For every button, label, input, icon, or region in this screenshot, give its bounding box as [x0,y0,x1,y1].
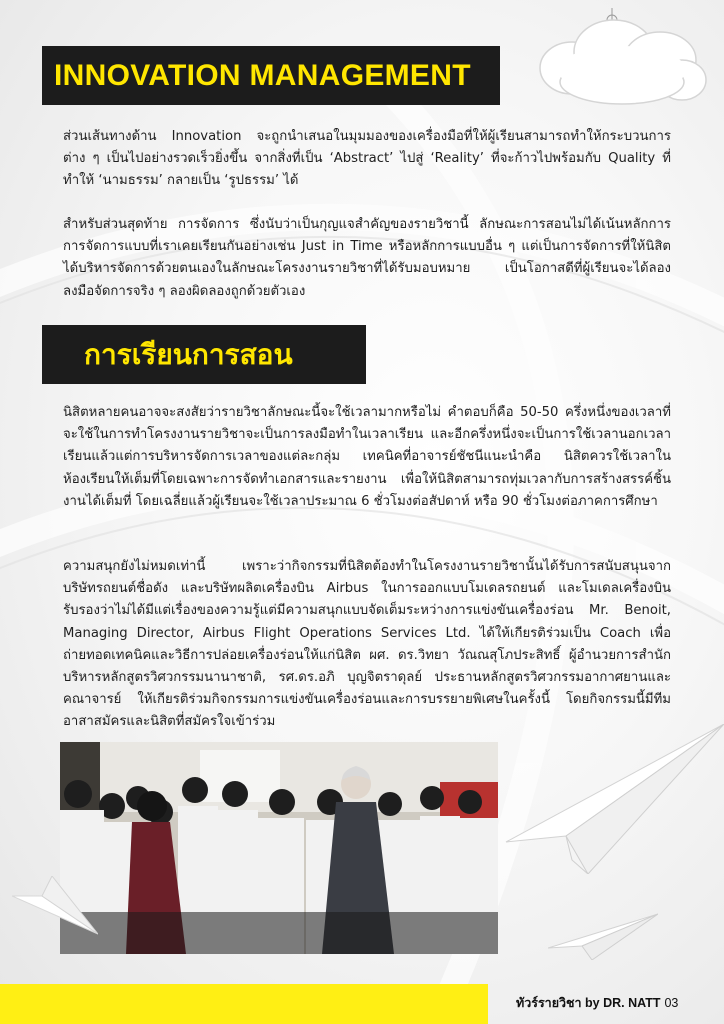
activities-paragraph: ความสนุกยังไม่หมดเท่านี้ เพราะว่ากิจกรรมที่นิสิตต้องทำในโครงงานรายวิชานั้นได้รับการสนับสนุนจากบริษัทรถยนต์ชื่อดัง และบริษัทผลิตเครื่องบิน Airbus ในการออกแบบโมเดลรถยนต์ และโมเดลเครื่องบินรับรองว่าไม่ได้มีแต่เรื่องของความรู้แต่มีความสนุกแบบจัดเต็มระหว่างการแข่งขันเครื่องร่อน Mr. Benoit, Managing Director, Airbus Flight Operations Services Ltd. ได้ให้เกียรติร่วมเป็น Coach เพื่อถ่ายทอดเทคนิคและวิธีการปล่อยเครื่องร่อนให้แก่นิสิต ผศ. ดร.วิทยา วัณณสุโภประสิทธิ์ ผู้อำนวยการสำนักบริหารหลักสูตรวิศวกรรมนานาชาติ, รศ.ดร.อภิ บุญจิตราดุลย์ ประธานหลักสูตรวิศวกรรมอากาศยานและคณาจารย์ ให้เกียรติร่วมกิจกรรมการแข่งขันเครื่องร่อนและการบรรยายพิเศษในครั้งนี้ โดยกิจกรรมนี้มีทีมอาสาสมัครและนิสิตที่สมัครใจเข้าร่วม [63,559,671,730]
innovation-management-heading: INNOVATION MANAGEMENT [42,46,500,105]
cloud-icon [532,8,710,108]
paper-plane-icon [496,724,724,874]
page-number: 03 [664,996,679,1010]
footer [516,993,678,1013]
management-paragraph: สำหรับส่วนสุดท้าย การจัดการ ซึ่งนับว่าเป็นกุญแจสำคัญของรายวิชานี้ ลักษณะการสอนไม่ได้เน้นหลักการการจัดการแบบที่เราเคยเรียนกันอย่างเช่น Just in Time หรือหลักการแบบอื่น ๆ แต่เป็นการจัดการที่ให้นิสิตได้บริหารจัดการด้วยตนเองในลักษณะโครงงานรายวิชาที่ได้รับมอบหมาย เป็นโอกาสดีที่ผู้เรียนจะได้ลองลงมือจัดการจริง ๆ ลองผิดลองถูกด้วยตัวเอง [63,217,671,299]
time-usage-paragraph: นิสิตหลายคนอาจจะสงสัยว่ารายวิชาลักษณะนี้จะใช้เวลามากหรือไม่ คำตอบก็คือ 50-50 ครึ่งหนึ่งของเวลาที่จะใช้ในการทำโครงงานรายวิชาจะเป็นการลงมือทำในเวลาเรียน และอีกครึ่งหนึ่งจะเป็นการใช้เวลานอกเวลาเรียนแล้วแต่การบริหารจัดการเวลาของแต่ละกลุ่ม เทคนิคที่อาจารย์ชัชนีแนะนำคือ นิสิตควรใช้เวลาในห้องเรียนให้เต็มที่โดยเฉพาะการจัดทำเอกสารและรายงาน เพื่อให้นิสิตสามารถทุ่มเวลากับการสร้างสรรค์ชิ้นงานได้เต็มที่ โดยเฉลี่ยแล้วผู้เรียนจะใช้เวลาประมาณ 6 ชั่วโมงต่อสัปดาห์ หรือ 90 ชั่วโมงต่อภาคการศึกษา [63,405,671,509]
innovation-paragraph: ส่วนเส้นทางด้าน Innovation จะถูกนำเสนอในมุมมองของเครื่องมือที่ให้ผู้เรียนสามารถทำให้กระบวนการต่าง ๆ เป็นไปอย่างรวดเร็วยิ่งขึ้น จากสิ่งที่เป็น ‘Abstract’ ไปสู่ ‘Reality’ ที่จะก้าวไปพร้อมกับ Quality ที่ทำให้ ‘นามธรรม’ กลายเป็น ‘รูปธรรม’ ได้ [63,129,671,189]
learning-heading: การเรียนการสอน [42,325,366,384]
footer-band [0,984,488,1024]
paper-plane-icon [12,876,98,936]
class-activity-photo [60,742,498,954]
paper-plane-icon [548,912,658,960]
footer-title: ทัวร์รายวิชา by DR. NATT [516,996,661,1010]
